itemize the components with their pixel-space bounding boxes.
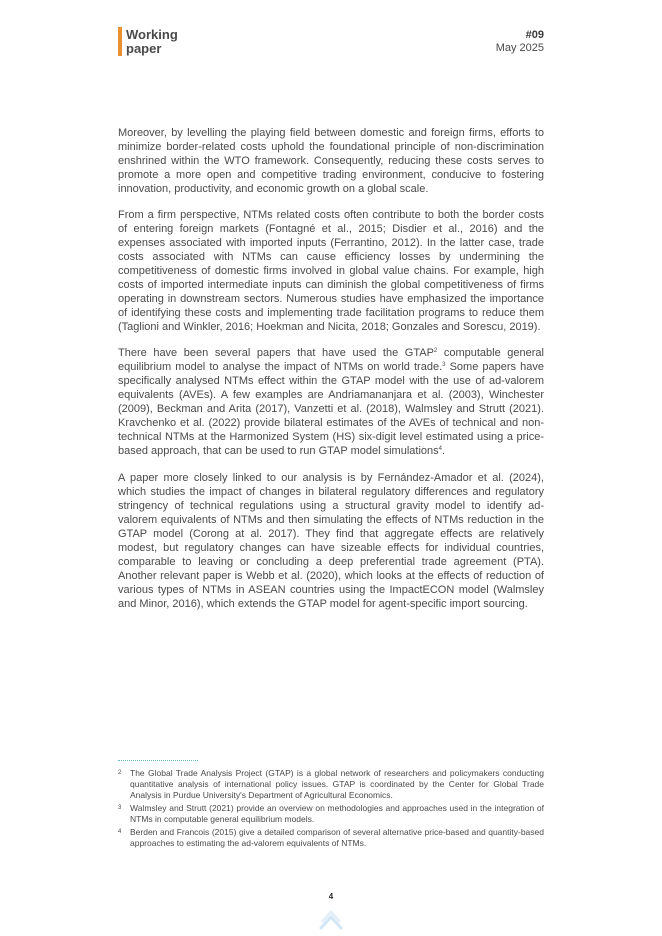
chevron-up-icon[interactable] (319, 906, 343, 930)
working-paper-label-line2: paper (126, 41, 162, 56)
working-paper-label (126, 28, 178, 56)
issue-info (496, 29, 544, 55)
paragraph-3 (118, 346, 544, 458)
footnote-number: 4 (118, 829, 122, 835)
footnote-item (118, 768, 544, 801)
footnote-number: 2 (118, 770, 122, 776)
footnote-text: The Global Trade Analysis Project (GTAP) is a global network of researchers and policymakers conducting quantitative analysis of international policy issues. GTAP is coordinated by the Center for Global Trade Analysis in Purdue University's Department of Agricultural Economics. (130, 768, 544, 800)
footnote-separator (118, 760, 198, 761)
footnote-ref-4[interactable]: 4 (438, 446, 442, 452)
page-number: 4 (328, 892, 334, 901)
footnote-item (118, 827, 544, 849)
paragraph-3-part1: There have been several papers that have used the GTAP (118, 347, 434, 359)
footnote-number: 3 (118, 805, 122, 811)
issue-number: #09 (525, 29, 544, 41)
working-paper-label-line1: Working (126, 27, 178, 42)
paragraph-2: From a firm perspective, NTMs related costs often contribute to both the border costs of entering foreign markets (Fontagné et al., 2015; Disdier et al., 2016) and the expenses associated with imported inputs (Ferrantino, 2012). In the latter case, trade costs associated with NTMs can cause efficiency losses by undermining the competitiveness of domestic firms involved in global value chains. For example, high costs of imported intermediate inputs can diminish the global competitiveness of firms operating in downstream sectors. Numerous studies have emphasized the importance of identifying these costs and implementing trade facilitation programs to reduce them (Taglioni and Winkler, 2016; Hoekman and Nicita, 2018; Gonzales and Sorescu, 2019). (118, 209, 544, 333)
paragraph-3-part3: Some papers have specifically analysed NTMs effect within the GTAP model with the use of ad-valorem equivalents (AVEs). A few examples are Andriamananjara et al. (2003), Winchester (2009), Beckman and Arita (2017), Vanzetti et al. (2018), Walmsley and Strutt (2021). Kravchenko et al. (2022) provide bilateral estimates of the AVEs of technical and non-technical NTMs at the Harmonized System (HS) six-digit level estimated using a price-based approach, that can be used to run GTAP model simulations (118, 361, 545, 457)
footnote-ref-2[interactable]: 2 (433, 348, 438, 354)
issue-date: May 2025 (495, 42, 544, 54)
footnote-text: Walmsley and Strutt (2021) provide an overview on methodologies and approaches used in the integration of NTMs in computable general equilibrium models. (130, 803, 544, 824)
paragraph-3-part2: computable general equilibrium model to analyse the impact of NTMs on world trade. (118, 347, 544, 373)
footnote-text: Berden and Francois (2015) give a detailed comparison of several alternative price-based and quantity-based approaches to estimating the ad-valorem equivalents of NTMs. (130, 827, 544, 848)
paragraph-3-part4: . (441, 445, 446, 457)
paragraph-4: A paper more closely linked to our analysis is by Fernández-Amador et al. (2024), which studies the impact of changes in bilateral regulatory differences and regulatory stringency of technical regulations using a structural gravity model to identify ad-valorem equivalents of NTMs and then simulating the effects of NTMs reduction in the GTAP model (Corong at al. 2017). They find that aggregate effects are relatively modest, but regulatory changes can have sizeable effects for individual countries, comparable to leaving or concluding a deep preferential trade agreement (PTA). Another relevant paper is Webb et al. (2020), which looks at the effects of reduction of various types of NTMs in ASEAN countries using the ImpactECON model (Walmsley and Minor, 2016), which extends the GTAP model for agent-specific import sourcing. (118, 471, 544, 610)
footnote-ref-3[interactable]: 3 (442, 362, 446, 368)
footnote-item (118, 803, 544, 825)
paragraph-1: Moreover, by levelling the playing field between domestic and foreign firms, efforts to minimize border-related costs uphold the foundational principle of non-discrimination enshrined within the WTO framework. Consequently, reducing these costs serves to promote a more open and competitive trading environment, conducive to fostering innovation, productivity, and economic growth on a global scale. (118, 127, 544, 195)
footnotes (118, 768, 544, 851)
main-text (118, 126, 544, 623)
working-paper-accent-bar (118, 27, 122, 56)
